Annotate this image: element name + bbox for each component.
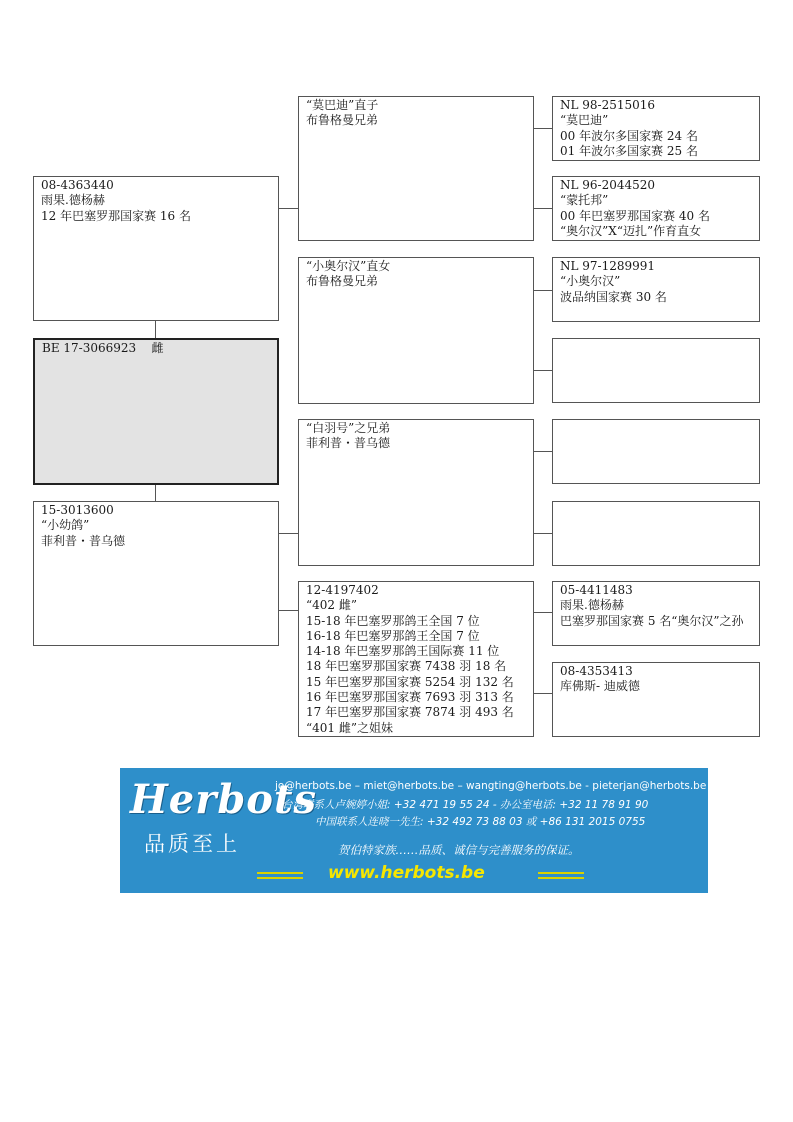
ggs-6-box xyxy=(552,501,760,566)
gd-m-ring: 12-4197402 xyxy=(306,583,379,597)
ggs-1-ring: NL 98-2515016 xyxy=(560,98,656,112)
ggs-8-breeder: 库佛斯- 迪威德 xyxy=(560,679,640,694)
divider xyxy=(257,877,303,879)
ggs-8-box xyxy=(552,662,760,737)
ggs-8-ring: 08-4353413 xyxy=(560,664,633,678)
connector xyxy=(534,128,552,129)
connector xyxy=(534,451,552,452)
ggs-1-box xyxy=(552,96,760,161)
connector xyxy=(279,533,298,534)
ggs-7-ring: 05-4411483 xyxy=(560,583,633,597)
ggs-3-result: 波品纳国家赛 30 名 xyxy=(560,289,667,304)
banner-tagline: 贺伯特家族……品质、诚信与完善服务的保证。 xyxy=(338,843,580,857)
ggs-1-result: 00 年波尔多国家赛 24 名 xyxy=(560,128,698,143)
sire-box xyxy=(33,176,279,321)
gd-m-sibling: “401 雌”之姐妹 xyxy=(306,720,393,735)
ggs-1-result: 01 年波尔多国家赛 25 名 xyxy=(560,143,698,158)
gd-m-result: 17 年巴塞罗那国家赛 7874 羽 493 名 xyxy=(306,705,514,720)
dam-box xyxy=(33,501,279,646)
gs-m-name: “白羽号”之兄弟 xyxy=(306,421,391,435)
ggs-2-box xyxy=(552,176,760,241)
gd-m-result: 15 年巴塞罗那国家赛 5254 羽 132 名 xyxy=(306,674,514,689)
connector xyxy=(155,321,156,338)
dam-breeder: 菲利普・普乌德 xyxy=(41,533,126,548)
sire-ring: 08-4363440 xyxy=(41,178,114,192)
ggs-3-box xyxy=(552,257,760,322)
ggs-4-box xyxy=(552,338,760,403)
ggs-3-name: “小奥尔汉” xyxy=(560,274,621,289)
gd-p-name: “小奥尔汉”直女 xyxy=(306,259,391,273)
connector xyxy=(534,533,552,534)
ggs-3-ring: NL 97-1289991 xyxy=(560,259,656,273)
connector xyxy=(534,290,552,291)
divider xyxy=(538,872,584,874)
divider xyxy=(538,877,584,879)
connector xyxy=(534,612,552,613)
connector xyxy=(534,693,552,694)
banner-china-contact: 中国联系人连晓一先生: +32 492 73 88 03 或 +86 131 2015 0755 xyxy=(315,816,646,828)
subject-box xyxy=(33,338,279,485)
sire-result: 12 年巴塞罗那国家赛 16 名 xyxy=(41,208,191,223)
gd-m-result: 16-18 年巴塞罗那鸽王全国 7 位 xyxy=(306,628,480,643)
subject-ring: BE 17-3066923 xyxy=(42,341,137,355)
banner-taiwan-contact: 台湾联系人卢婉婷小姐: +32 471 19 55 24 - 办公室电话: +32 11 78 91 90 xyxy=(282,799,649,811)
granddam-paternal-box xyxy=(298,257,534,404)
ggs-2-note: “奥尔汉”X“迈扎”作育直女 xyxy=(560,223,702,238)
ggs-7-breeder: 雨果.德杨赫 xyxy=(560,598,624,613)
banner-emails[interactable]: jo@herbots.be – miet@herbots.be – wangting@herbots.be - pieterjan@herbots.be xyxy=(275,780,707,792)
connector xyxy=(534,370,552,371)
ggs-2-name: “蒙托邦” xyxy=(560,193,609,208)
gs-p-breeder: 布鲁格曼兄弟 xyxy=(306,113,379,128)
connector xyxy=(534,208,552,209)
gs-m-breeder: 菲利普・普乌德 xyxy=(306,436,391,451)
ggs-1-name: “莫巴迪” xyxy=(560,113,609,128)
ggs-2-result: 00 年巴塞罗那国家赛 40 名 xyxy=(560,208,710,223)
connector xyxy=(155,485,156,501)
gd-m-name: “402 雌” xyxy=(306,598,357,613)
ggs-7-result: 巴塞罗那国家赛 5 名“奥尔汉”之孙 xyxy=(560,613,744,628)
gd-m-result: 15-18 年巴塞罗那鸽王全国 7 位 xyxy=(306,613,480,628)
granddam-maternal-box xyxy=(298,581,534,737)
dam-ring: 15-3013600 xyxy=(41,503,114,517)
grandsire-maternal-box xyxy=(298,419,534,566)
gd-m-result: 18 年巴塞罗那国家赛 7438 羽 18 名 xyxy=(306,659,507,674)
dam-name: “小幼鸽” xyxy=(41,518,90,533)
ggs-5-box xyxy=(552,419,760,484)
sire-breeder: 雨果.德杨赫 xyxy=(41,193,105,208)
herbots-logo: Herbots xyxy=(130,776,317,823)
connector xyxy=(279,610,298,611)
banner-slogan: 品质至上 xyxy=(144,832,240,856)
subject-header xyxy=(42,341,270,356)
banner-website-link[interactable]: www.herbots.be xyxy=(328,863,485,883)
gd-m-result: 14-18 年巴塞罗那鸽王国际赛 11 位 xyxy=(306,644,500,659)
gd-m-result: 16 年巴塞罗那国家赛 7693 羽 313 名 xyxy=(306,690,514,705)
ggs-7-box xyxy=(552,581,760,646)
connector xyxy=(288,208,289,209)
gs-p-name: “莫巴迪”直子 xyxy=(306,98,379,112)
ggs-2-ring: NL 96-2044520 xyxy=(560,178,656,192)
herbots-banner xyxy=(120,768,708,893)
subject-sex: 雌 xyxy=(151,341,164,355)
divider xyxy=(257,872,303,874)
grandsire-paternal-box xyxy=(298,96,534,241)
gd-p-breeder: 布鲁格曼兄弟 xyxy=(306,274,379,289)
